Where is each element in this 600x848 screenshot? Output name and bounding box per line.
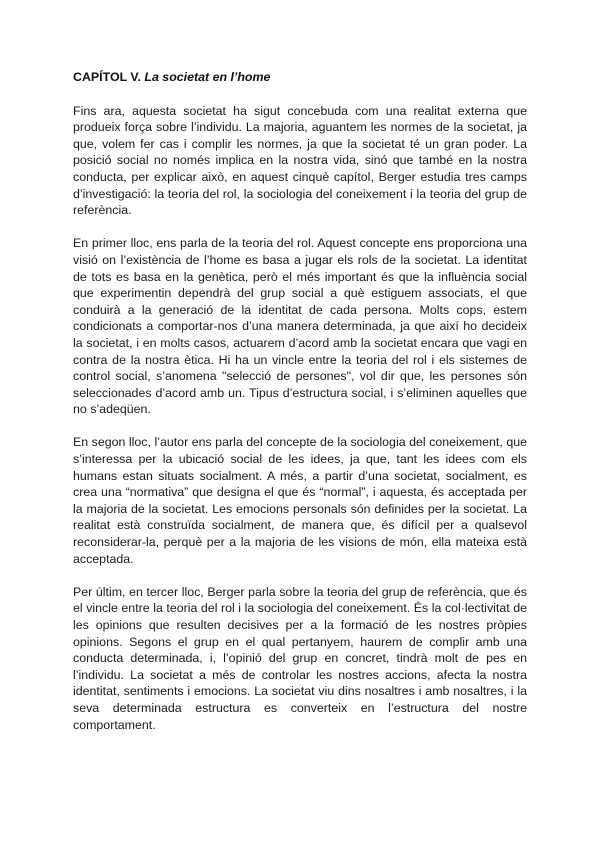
chapter-name: La societat en l’home (144, 70, 271, 84)
chapter-title (73, 69, 527, 86)
document-body (73, 69, 527, 750)
chapter-number: CAPÍTOL V. (73, 70, 141, 84)
paragraph-role-theory: En primer lloc, ens parla de la teoria del rol. Aquest concepte ens proporciona una visió on l’existència de l’home es basa a jugar els rols de la societat. La identitat de tots es basa en la genètica, però el més important és que la influència social que experimentin dependrà del grup social a què estiguem associats, el que conduirà a la generació de la identitat de cada persona. Molts cops, estem condicionats a comportar-nos d’una manera determinada, ja que així ho decideix la societat, i en molts casos, actuarem d’acord amb la societat encara que vagi en contra de la nostra ètica. Hi ha un vincle entre la teoria del rol i els sistemes de control social, s’anomena "selecció de persones", vol dir que, les persones són seleccionades d’acord amb un. Tipus d’estructura social, i s’eliminen aquelles que no s’adeqüen. (73, 236, 527, 417)
paragraph-sociology-of-knowledge: En segon lloc, l’autor ens parla del concepte de la sociologia del coneixement, que s’interessa per la ubicació social de les idees, ja que, tant les idees com els humans estan situats socialment. A més, a partir d’una societat, socialment, es crea una “normativa” que designa el que és “normal”, i aquesta, és acceptada per la majoria de la societat. Les emocions personals són definides per la societat. La realitat està construïda socialment, de manera que, és difícil per a qualsevol reconsiderar-la, perquè per a la majoria de les visions de món, ella mateixa està acceptada. (73, 435, 527, 566)
paragraph-intro: Fins ara, aquesta societat ha sigut concebuda com una realitat externa que produeix força sobre l’individu. La majoria, aguantem les normes de la societat, ja que, volem fer cas i complir les normes, ja que la societat té un gran poder. La posició social no només implica en la nostra vida, sinó que també en la nostra conducta, per explicar això, en aquest cinquè capítol, Berger estudia tres camps d’investigació: la teoria del rol, la sociologia del coneixement i la teoria del grup de referència. (73, 103, 527, 218)
paragraph-reference-group: Per últim, en tercer lloc, Berger parla sobre la teoria del grup de referència, que és el vincle entre la teoria del rol i la sociologia del coneixement. És la col·lectivitat de les opinions que resulten decisives per a la formació de les nostres pròpies opinions. Segons el grup en el qual pertanyem, haurem de complir amb una conducta determinada, i, l’opinió del grup en concret, tindrà molt de pes en l’individu. La societat a més de controlar les nostres accions, afecta la nostra identitat, sentiments i emocions. La societat viu dins nosaltres i amb nosaltres, i la seva determinada estructura es converteix en l’estructura del nostre comportament. (73, 584, 527, 732)
